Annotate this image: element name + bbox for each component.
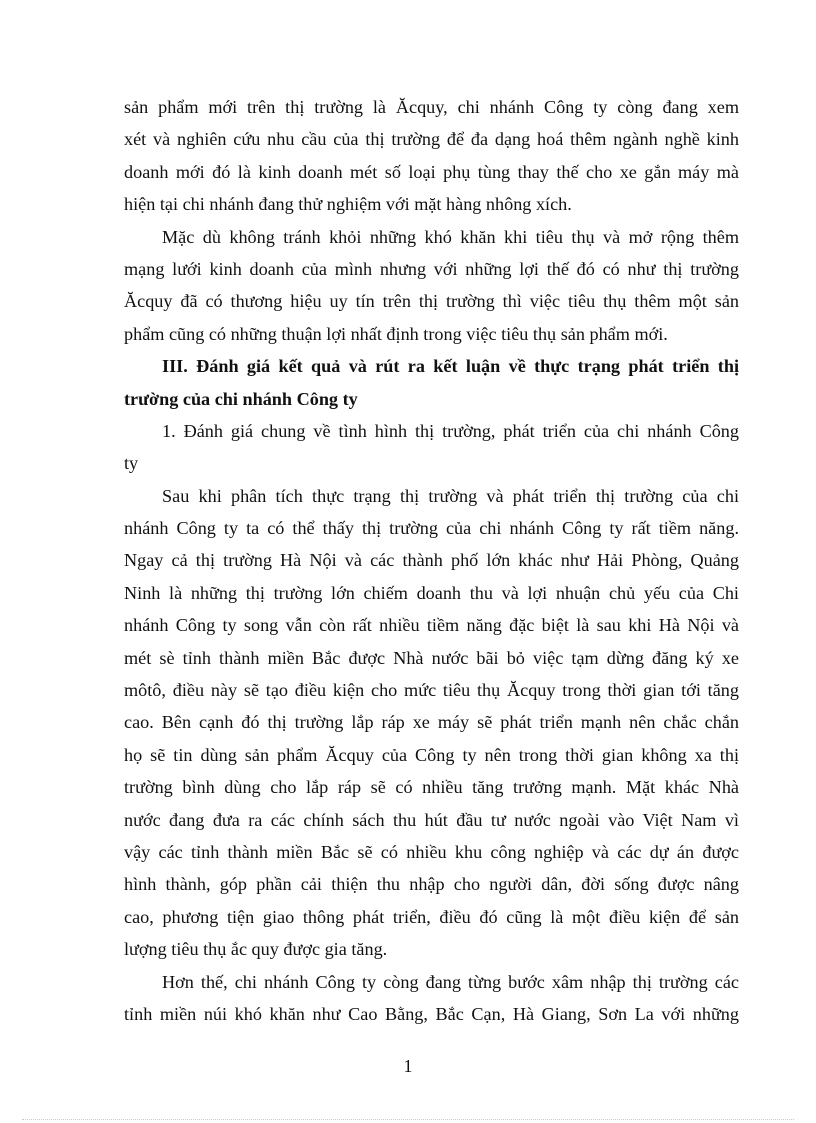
- paragraph-first-line: Mặc dù không tránh khỏi những khó khăn khi tiêu thụ và mở rộng thêm: [162, 226, 739, 247]
- text-line: nhánh Công ty ta có thể thấy thị trường của chi nhánh Công ty rất tiềm năng.: [124, 518, 739, 539]
- text-line: vậy các tỉnh thành miền Bắc sẽ có nhiều khu công nghiệp và các dự án được: [124, 841, 739, 862]
- text-line: cao. Bên cạnh đó thị trường lắp ráp xe máy sẽ phát triển mạnh nên chắc chắn: [124, 712, 739, 733]
- text-line: hiện tại chi nhánh đang thử nghiệm với mặt hàng nhông xích.: [124, 194, 572, 215]
- text-line: Ăcquy đã có thương hiệu uy tín trên thị trường thì việc tiêu thụ thêm một sản: [124, 291, 739, 312]
- paragraph-first-line: Hơn thế, chi nhánh Công ty còng đang từng bước xâm nhập thị trường các: [162, 971, 739, 992]
- section-heading: III. Đánh giá kết quả và rút ra kết luận về thực trạng phát triển thị: [162, 356, 739, 377]
- page-body: [124, 91, 739, 1030]
- text-line: họ sẽ tin dùng sản phẩm Ăcquy của Công ty nên trong thời gian không xa thị: [124, 744, 739, 765]
- text-line: Ngay cả thị trường Hà Nội và các thành phố lớn khác như Hải Phòng, Quảng: [124, 550, 739, 571]
- text-line: xét và nghiên cứu nhu cầu của thị trường để đa dạng hoá thêm ngành nghề kinh: [124, 129, 739, 150]
- text-line: sản phẩm mới trên thị trường là Ăcquy, chi nhánh Công ty còng đang xem: [124, 97, 739, 117]
- text-line: phẩm cũng có những thuận lợi nhất định trong việc tiêu thụ sản phẩm mới.: [124, 323, 668, 344]
- text-line: mét sè tỉnh thành miền Bắc được Nhà nước bãi bỏ việc tạm dừng đăng ký xe: [124, 647, 739, 668]
- page-number: 1: [403, 1056, 413, 1076]
- subsection-heading-continued: ty: [124, 453, 139, 474]
- footer-dotted-rule: [22, 1119, 794, 1120]
- text-line: tỉnh miền núi khó khăn như Cao Bằng, Bắc Cạn, Hà Giang, Sơn La với những: [124, 1003, 739, 1024]
- text-line: hình thành, góp phần cải thiện thu nhập cho người dân, đời sống được nâng: [124, 874, 739, 895]
- text-line: nhánh Công ty song vẫn còn rất nhiều tiềm năng đặc biệt là sau khi Hà Nội và: [124, 615, 739, 636]
- text-line: cao, phương tiện giao thông phát triển, điều đó cũng là một điều kiện để sản: [124, 906, 739, 927]
- text-line: Ninh là những thị trường lớn chiếm doanh thu và lợi nhuận chủ yếu của Chi: [124, 582, 739, 603]
- text-line: trường bình dùng cho lắp ráp sẽ có nhiều tăng trưởng mạnh. Mặt khác Nhà: [124, 777, 739, 798]
- subsection-heading: 1. Đánh giá chung về tình hình thị trường, phát triển của chi nhánh Công: [162, 420, 739, 441]
- paragraph-first-line: Sau khi phân tích thực trạng thị trường và phát triển thị trường của chi: [162, 485, 739, 506]
- text-line: nước đang đưa ra các chính sách thu hút đầu tư nước ngoài vào Việt Nam vì: [124, 809, 739, 830]
- text-line: mạng lưới kinh doanh của mình nhưng với những lợi thế đó có như thị trường: [124, 258, 739, 279]
- text-line: lượng tiêu thụ ắc quy được gia tăng.: [124, 939, 388, 960]
- text-line: doanh mới đó là kinh doanh mét số loại phụ tùng thay thế cho xe gắn máy mà: [124, 161, 739, 182]
- text-line: môtô, điều này sẽ tạo điều kiện cho mức tiêu thụ Ăcquy trong thời gian tới tăng: [124, 680, 739, 701]
- section-heading-continued: trường của chi nhánh Công ty: [124, 388, 358, 409]
